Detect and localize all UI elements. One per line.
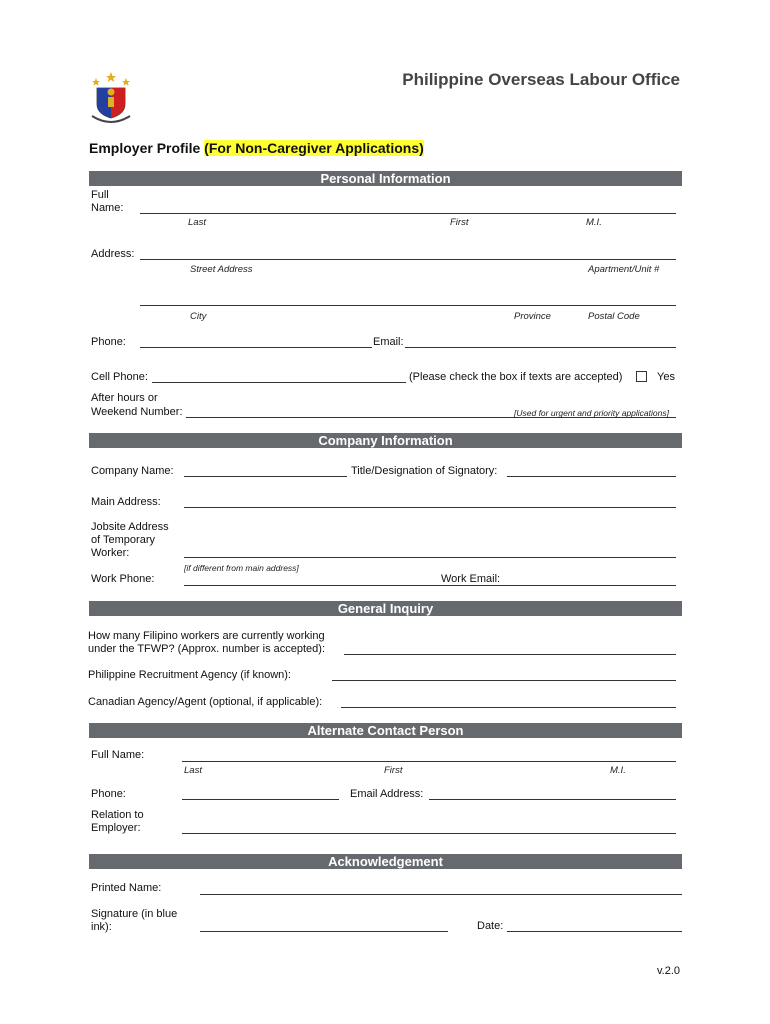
jobsite-address-label-line2: of Temporary [91,534,155,546]
jobsite-address-label-line3: Worker: [91,547,130,559]
printed-name-label: Printed Name: [91,882,162,894]
recruitment-agency-field[interactable] [332,680,676,681]
date-field[interactable] [507,931,682,932]
alt-sub-last: Last [184,765,202,776]
jobsite-address-field[interactable] [184,557,676,558]
section-company-information: Company Information [89,433,682,448]
alt-phone-field[interactable] [182,799,339,800]
cell-phone-label: Cell Phone: [91,371,148,383]
alt-email-field[interactable] [429,799,676,800]
sub-province: Province [514,311,551,322]
workers-question-line1: How many Filipino workers are currently working [88,630,325,642]
canadian-agency-field[interactable] [341,707,676,708]
alt-full-name-label: Full Name: [91,749,145,761]
full-name-sub-last: Last [188,217,206,228]
company-name-label: Company Name: [91,465,174,477]
signatory-field[interactable] [507,476,676,477]
sub-street-address: Street Address [190,264,253,275]
main-address-label: Main Address: [91,496,161,508]
yes-label: Yes [657,371,675,383]
section-alternate-contact: Alternate Contact Person [89,723,682,738]
signature-label-line1: Signature (in blue [91,908,178,920]
alt-full-name-field[interactable] [182,761,676,762]
email-label: Email: [373,336,404,348]
relation-label-line2: Employer: [91,822,141,834]
signature-label-line2: ink): [91,921,112,933]
workers-count-field[interactable] [344,654,676,655]
work-email-label: Work Email: [441,573,501,585]
address-label: Address: [91,248,135,260]
signature-field[interactable] [200,931,448,932]
after-hours-label-line1: After hours or [91,392,158,404]
phone-field[interactable] [140,347,372,348]
if-different-note: [if different from main address] [184,563,299,573]
sub-city: City [190,311,207,322]
cell-phone-field[interactable] [152,382,406,383]
urgent-applications-note: [Used for urgent and priority applications] [514,408,669,418]
texts-accepted-checkbox[interactable] [636,371,647,382]
form-version: v.2.0 [656,965,680,977]
city-province-postal-field[interactable] [140,305,676,306]
section-acknowledgement: Acknowledgement [89,854,682,869]
signatory-label: Title/Designation of Signatory: [351,465,498,477]
form-title [89,140,424,156]
work-phone-email-field[interactable] [184,585,676,586]
main-address-field[interactable] [184,507,676,508]
sub-postal-code: Postal Code [588,311,640,322]
street-address-field[interactable] [140,259,676,260]
sub-apartment-unit: Apartment/Unit # [588,264,660,275]
phone-label: Phone: [91,336,126,348]
printed-name-field[interactable] [200,894,682,895]
office-title: Philippine Overseas Labour Office [402,70,680,89]
texts-accepted-note: (Please check the box if texts are accepted) [409,371,623,383]
work-phone-label: Work Phone: [91,573,155,585]
alt-sub-first: First [384,765,403,776]
email-field[interactable] [405,347,676,348]
alt-phone-label: Phone: [91,788,126,800]
full-name-label-line2: Name: [91,202,124,214]
full-name-sub-first: First [450,217,469,228]
after-hours-label-line2: Weekend Number: [91,406,183,418]
company-name-field[interactable] [184,476,347,477]
relation-field[interactable] [182,833,676,834]
form-title-text: Employer Profile [89,140,205,156]
section-personal-information: Personal Information [89,171,682,186]
canadian-agency-label: Canadian Agency/Agent (optional, if applicable): [88,696,323,708]
workers-question-line2: under the TFWP? (Approx. number is accepted): [88,643,326,655]
full-name-sub-mi: M.I. [586,217,602,228]
form-title-highlight: (For Non-Caregiver Applications) [204,140,424,156]
recruitment-agency-label: Philippine Recruitment Agency (if known): [88,669,291,681]
date-label: Date: [477,920,504,932]
philippine-seal-logo [88,70,134,128]
full-name-field[interactable] [140,213,676,214]
alt-sub-mi: M.I. [610,765,626,776]
jobsite-address-label-line1: Jobsite Address [91,521,169,533]
alt-email-label: Email Address: [350,788,424,800]
section-general-inquiry: General Inquiry [89,601,682,616]
full-name-label-line1: Full [91,189,109,201]
relation-label-line1: Relation to [91,809,144,821]
